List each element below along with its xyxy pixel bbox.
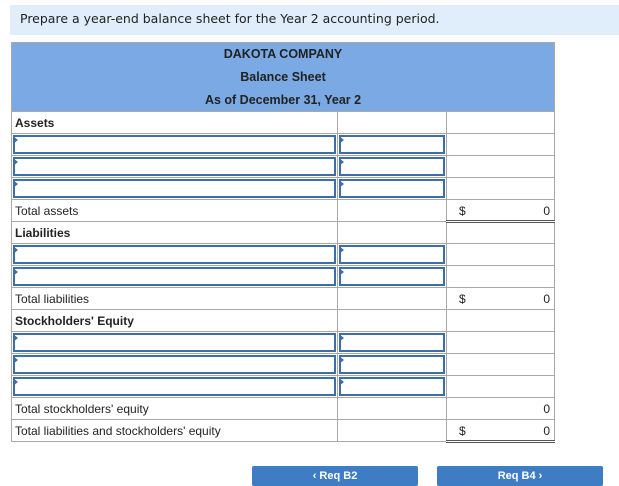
- total-assets-row: [12, 200, 555, 222]
- equity-account-select[interactable]: [13, 377, 336, 396]
- grand-total-label: Total liabilities and stockholders' equity: [12, 420, 338, 442]
- asset-amount-input[interactable]: [339, 157, 445, 176]
- total-liabilities-row: [12, 288, 555, 310]
- section-row-liabilities: [12, 222, 555, 244]
- total-equity-value-cell: [447, 398, 555, 420]
- header-row-company: [12, 43, 555, 66]
- statement-date: As of December 31, Year 2: [12, 89, 555, 112]
- equity-heading: Stockholders' Equity: [12, 310, 338, 332]
- total-equity-row: [12, 398, 555, 420]
- equity-account-select[interactable]: [13, 355, 336, 374]
- balance-sheet-table: [11, 42, 555, 443]
- liability-input-row: [12, 244, 555, 266]
- liability-amount-input[interactable]: [339, 267, 445, 286]
- header-row-statement: [12, 66, 555, 89]
- asset-input-row: [12, 178, 555, 200]
- currency-symbol: $: [459, 292, 466, 306]
- next-requirement-button[interactable]: Req B4 ›: [437, 466, 603, 486]
- total-liabilities-label: Total liabilities: [12, 288, 338, 310]
- liability-account-select[interactable]: [13, 267, 336, 286]
- total-equity-value: 0: [543, 402, 551, 416]
- statement-title: Balance Sheet: [12, 66, 555, 89]
- section-row-assets: [12, 112, 555, 134]
- grand-total-value: 0: [543, 424, 551, 438]
- equity-account-select[interactable]: [13, 333, 336, 352]
- company-name: DAKOTA COMPANY: [12, 43, 555, 66]
- equity-amount-input[interactable]: [339, 377, 445, 396]
- liability-amount-input[interactable]: [339, 245, 445, 264]
- total-assets-value-cell: [447, 200, 555, 222]
- asset-account-select[interactable]: [13, 135, 336, 154]
- currency-symbol: $: [459, 424, 466, 438]
- liabilities-heading: Liabilities: [12, 222, 338, 244]
- liability-input-row: [12, 266, 555, 288]
- grand-total-row: [12, 420, 555, 442]
- equity-amount-input[interactable]: [339, 355, 445, 374]
- asset-amount-input[interactable]: [339, 179, 445, 198]
- header-row-date: [12, 89, 555, 112]
- equity-input-row: [12, 354, 555, 376]
- total-liabilities-value-cell: [447, 288, 555, 310]
- assets-heading: Assets: [12, 112, 338, 134]
- asset-input-row: [12, 134, 555, 156]
- equity-input-row: [12, 376, 555, 398]
- equity-input-row: [12, 332, 555, 354]
- prev-requirement-button[interactable]: ‹ Req B2: [252, 466, 418, 486]
- total-assets-label: Total assets: [12, 200, 338, 222]
- grand-total-value-cell: [447, 420, 555, 442]
- asset-account-select[interactable]: [13, 157, 336, 176]
- equity-amount-input[interactable]: [339, 333, 445, 352]
- section-row-equity: [12, 310, 555, 332]
- total-liabilities-value: 0: [543, 292, 551, 306]
- total-equity-label: Total stockholders' equity: [12, 398, 338, 420]
- asset-input-row: [12, 156, 555, 178]
- total-assets-value: 0: [543, 204, 551, 218]
- asset-account-select[interactable]: [13, 179, 336, 198]
- currency-symbol: $: [459, 204, 466, 218]
- asset-amount-input[interactable]: [339, 135, 445, 154]
- liability-account-select[interactable]: [13, 245, 336, 264]
- instruction-banner: [10, 5, 619, 35]
- instruction-text: Prepare a year-end balance sheet for the Year 2 accounting period.: [20, 11, 440, 26]
